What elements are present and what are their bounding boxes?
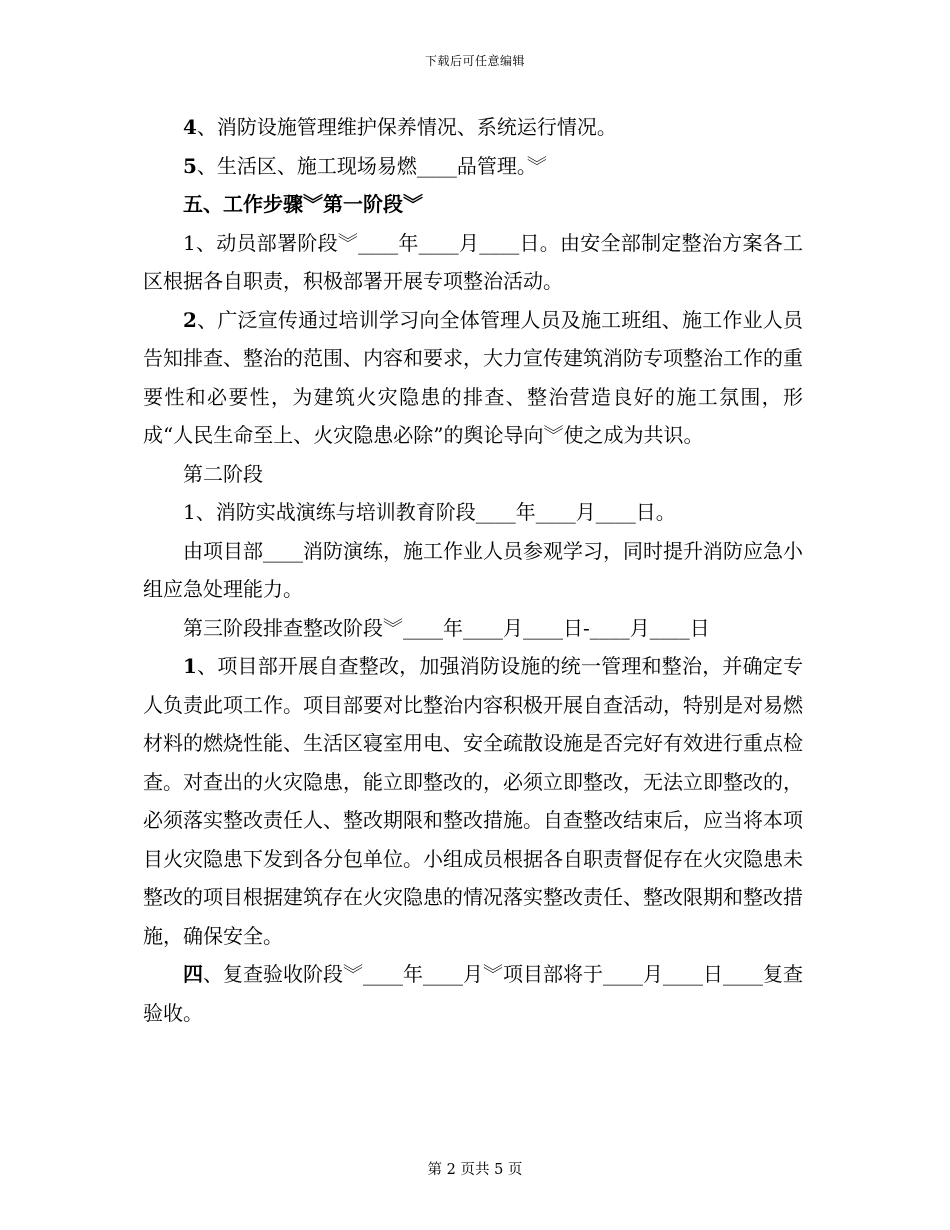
paragraph-number: 1 (183, 654, 197, 678)
paragraph-text: 、项目部开展自查整改，加强消防设施的统一管理和整治，并确定专人负责此项工作。项目部要对比整治内容积极开展自查活动，特别是对易燃材料的燃烧性能、生活区寝室用电、安全疏散设施是否完好有效进行重点检查。对查出的火灾隐患，能立即整改的，必须立即整改，无法立即整改的，必须落实整改责任人、整改期限和整改措施。自查整改结束后，应当将本项目火灾隐患下发到各分包单位。小组成员根据各自职责督促存在火灾隐患未整改的项目根据建筑存在火灾隐患的情况落实整改责任、整改限期和整改措施，确保安全。 (143, 654, 803, 948)
paragraph-drill (143, 493, 803, 532)
paragraph-text: 由项目部____消防演练，施工作业人员参观学习，同时提升消防应急小组应急处理能力。 (143, 538, 803, 601)
stage-three-heading (143, 609, 803, 648)
paragraph-text: 1、消防实战演练与培训教育阶段____年____月____日。 (183, 500, 676, 524)
paragraph-text: 、广泛宣传通过培训学习向全体管理人员及施工班组、施工作业人员告知排查、整治的范围、内容和要求，大力宣传建筑消防专项整治工作的重要性和必要性，为建筑火灾隐患的排查、整治营造良好的施工氛围，形成“人民生命至上、火灾隐患必除”的舆论导向︾使之成为共识。 (143, 307, 803, 447)
stage-two-heading (143, 455, 803, 494)
paragraph-number: 四 (183, 962, 203, 986)
paragraph-text: 、复查验收阶段︾____年____月︾项目部将于____月____日____复查验收。 (143, 962, 803, 1025)
page-footer: 第 2 页共 5 页 (427, 1162, 523, 1178)
paragraph-number: 4 (183, 115, 197, 139)
section-heading-text: 五、工作步骤︾第一阶段︾ (183, 192, 423, 216)
section-heading (143, 185, 803, 224)
paragraph-text: 第三阶段排查整改阶段︾____年____月____日-____月____日 (183, 615, 710, 640)
paragraph-number: 5 (183, 153, 197, 178)
paragraph-text: 1、动员部署阶段︾____年____月____日。由安全部制定整治方案各工区根据各自职责，积极部署开展专项整治活动。 (143, 230, 803, 293)
paragraph-self-inspection (143, 647, 803, 955)
paragraph-item-5 (143, 147, 803, 186)
paragraph-acceptance (143, 955, 803, 1032)
paragraph-text: 第二阶段 (183, 461, 263, 486)
paragraph-text: 、消防设施管理维护保养情况、系统运行情况。 (196, 115, 617, 139)
paragraph-drill-detail (143, 532, 803, 609)
paragraph-number: 2 (183, 307, 197, 332)
paragraph-text: 、生活区、施工现场易燃____品管理。︾ (196, 153, 547, 178)
page-header: 下载后可任意编辑 (424, 54, 525, 68)
paragraph-publicity (143, 301, 803, 455)
paragraph-item-4 (143, 108, 803, 147)
paragraph-mobilization (143, 224, 803, 301)
document-body (143, 108, 803, 1032)
